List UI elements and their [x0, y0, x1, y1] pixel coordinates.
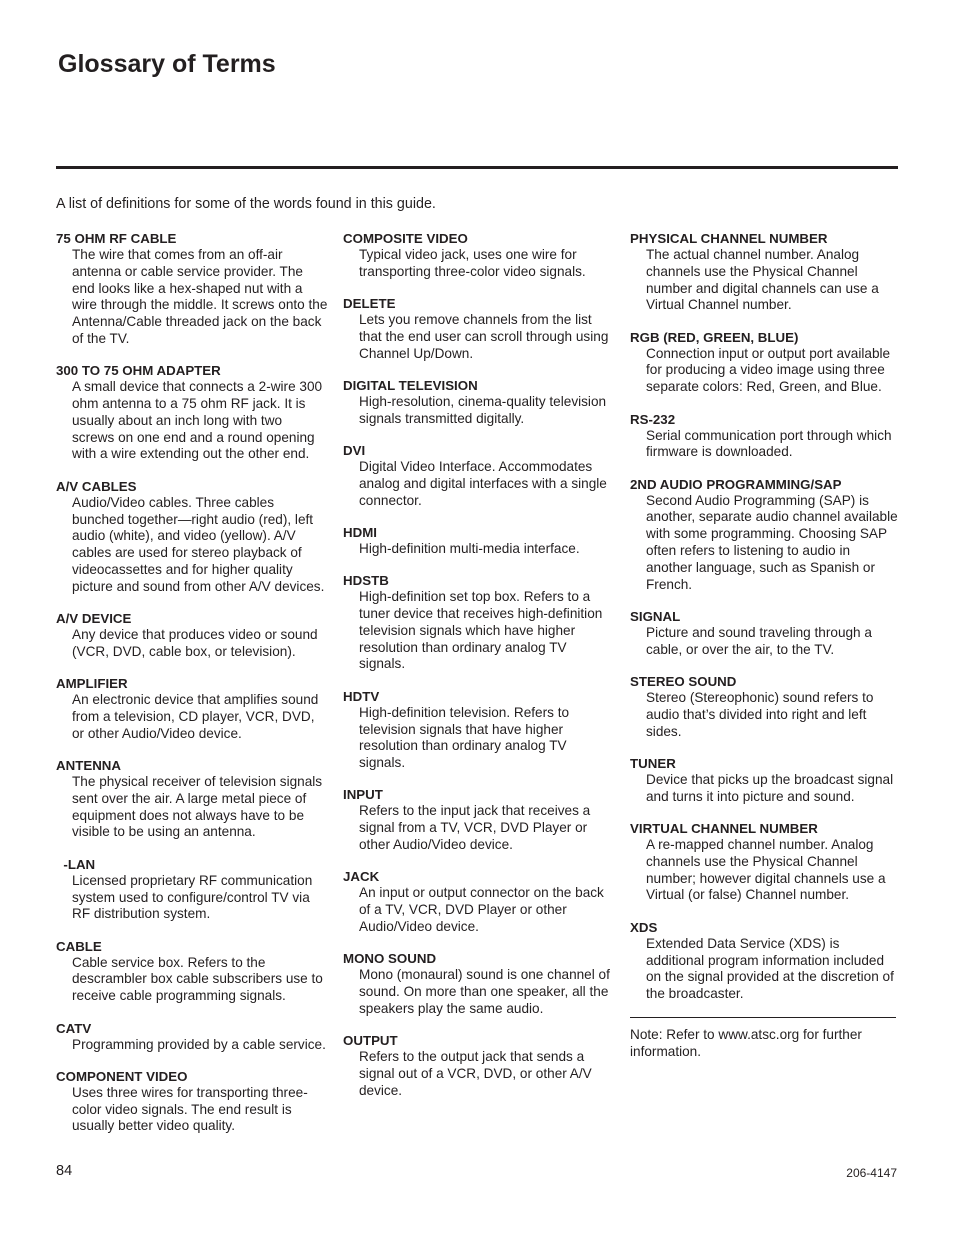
- title-divider: [56, 166, 898, 169]
- glossary-term: 75 OHM RF CABLE: [56, 231, 177, 246]
- glossary-definition: Audio/Video cables. Three cables bunched together—right audio (red), left audio (white), and video (yellow). A/V cables are used for stereo playback of videocassettes and for higher quality picture and sound from other A/V devices.: [72, 494, 325, 594]
- glossary-entry: [343, 295, 615, 362]
- glossary-definition: Typical video jack, uses one wire for transporting three-color video signals.: [359, 247, 586, 279]
- glossary-term: INPUT: [343, 787, 383, 803]
- glossary-term: CATV: [56, 1020, 92, 1036]
- glossary-entry: [630, 411, 898, 462]
- glossary-entry: [630, 820, 898, 904]
- glossary-term: MONO SOUND: [343, 951, 437, 967]
- glossary-definition: High-definition multi-media interface.: [359, 540, 580, 556]
- glossary-definition: Uses three wires for transporting three-color video signals. The end result is usually better video quality.: [72, 1084, 308, 1134]
- glossary-entry: [343, 786, 615, 853]
- glossary-term: DELETE: [343, 296, 396, 312]
- glossary-definition: Mono (monaural) sound is one channel of sound. On more than one speaker, all the speakers play the same audio.: [359, 967, 610, 1016]
- glossary-definition: Extended Data Service (XDS) is additional program information included on the signal provided at the discretion of the broadcaster.: [646, 935, 894, 1002]
- glossary-definition: Refers to the output jack that sends a signal out of a VCR, DVD, or other A/V device.: [359, 1049, 592, 1098]
- glossary-definition: High-definition television. Refers to television signals that have higher resolution than ordinary analog TV signals.: [359, 704, 570, 771]
- glossary-definition: The actual channel number. Analog channels use the Physical Channel number and digital channels can use a Virtual Channel number.: [646, 247, 879, 313]
- glossary-entry: [343, 572, 615, 673]
- glossary-definition: Digital Video Interface. Accommodates analog and digital interfaces with a single connector.: [359, 459, 607, 508]
- glossary-term: PHYSICAL CHANNEL NUMBER: [630, 231, 828, 246]
- glossary-entry: [630, 329, 898, 396]
- glossary-definition: High-resolution, cinema-quality television signals transmitted digitally.: [359, 393, 607, 426]
- glossary-entry: [56, 478, 328, 596]
- glossary-entry: [56, 757, 328, 841]
- glossary-entry: [343, 442, 615, 509]
- glossary-entry: [56, 938, 328, 1005]
- glossary-term: STEREO SOUND: [630, 674, 737, 690]
- glossary-definition: Any device that produces video or sound (VCR, DVD, cable box, or television).: [72, 627, 318, 659]
- glossary-term: A/V CABLES: [56, 478, 137, 494]
- glossary-term: A/V DEVICE: [56, 611, 132, 627]
- glossary-term: VIRTUAL CHANNEL NUMBER: [630, 821, 818, 837]
- glossary-term: 300 TO 75 OHM ADAPTER: [56, 363, 221, 379]
- glossary-term: -LAN: [56, 856, 96, 872]
- glossary-column-2: [343, 230, 615, 1114]
- glossary-term: COMPOSITE VIDEO: [343, 231, 468, 246]
- glossary-entry: [630, 755, 898, 806]
- glossary-entry: [630, 476, 898, 594]
- intro-text: A list of definitions for some of the words found in this guide.: [56, 196, 436, 212]
- glossary-entry: [630, 919, 898, 1003]
- glossary-term: HDMI: [343, 524, 377, 540]
- glossary-definition: High-definition set top box. Refers to a tuner device that receives high-definition television signals which have higher resolution than ordinary analog TV signals.: [359, 589, 603, 672]
- glossary-column-3-entries: [630, 230, 898, 1003]
- glossary-entry: [630, 608, 898, 659]
- glossary-definition: Connection input or output port available for producing a video image using three separate colors: Red, Green, and Blue.: [646, 345, 891, 395]
- glossary-entry: [630, 230, 898, 314]
- page-number: 84: [56, 1163, 73, 1179]
- glossary-term: XDS: [630, 919, 658, 935]
- glossary-entry: [56, 1068, 328, 1135]
- glossary-definition: Cable service box. Refers to the descrambler box cable subscribers use to receive cable programming signals.: [72, 954, 323, 1004]
- glossary-term: 2ND AUDIO PROGRAMMING/SAP: [630, 476, 842, 492]
- glossary-term: OUTPUT: [343, 1033, 398, 1049]
- glossary-definition: Stereo (Stereophonic) sound refers to audio that’s divided into right and left sides.: [646, 690, 874, 739]
- glossary-term: AMPLIFIER: [56, 676, 128, 692]
- glossary-entry: [630, 673, 898, 740]
- glossary-definition: Licensed proprietary RF communication system used to configure/control TV via RF distribution system.: [72, 872, 313, 922]
- page-title: Glossary of Terms: [58, 50, 276, 78]
- glossary-definition: Refers to the input jack that receives a signal from a TV, VCR, DVD Player or other Audio/Video device.: [359, 803, 591, 853]
- document-code: 206-4147: [846, 1166, 897, 1180]
- glossary-definition: Lets you remove channels from the list that the end user can scroll through using Channel Up/Down.: [359, 312, 609, 361]
- glossary-term: DVI: [343, 443, 366, 459]
- glossary-column-3: [630, 230, 898, 1061]
- glossary-definition: A re-mapped channel number. Analog channels use the Physical Channel number; however digital channels use a Virtual (or false) Channel number.: [646, 837, 886, 903]
- glossary-definition: Second Audio Programming (SAP) is another, separate audio channel available with some programming. Choosing SAP often refers to listening to audio in another language, such as Spanish or French.: [646, 492, 898, 592]
- glossary-term: SIGNAL: [630, 608, 681, 624]
- glossary-term: DIGITAL TELEVISION: [343, 377, 478, 393]
- note-divider: [630, 1017, 896, 1018]
- glossary-entry: [56, 230, 328, 348]
- glossary-entry: [56, 856, 328, 923]
- glossary-term: HDSTB: [343, 573, 389, 589]
- glossary-entry: [343, 1032, 615, 1099]
- glossary-definition: Serial communication port through which firmware is downloaded.: [646, 427, 892, 460]
- glossary-definition: The wire that comes from an off-air antenna or cable service provider. The end looks like a hex-shaped nut with a wire through the middle. It screws onto the Antenna/Cable threaded jack on the back of the TV.: [72, 247, 328, 346]
- glossary-definition: A small device that connects a 2-wire 300 ohm antenna to a 75 ohm RF jack. It is usually about an inch long with two screws on one end and a round opening with a wire extending out the other end.: [72, 379, 323, 462]
- glossary-entry: [56, 675, 328, 742]
- glossary-term: CABLE: [56, 938, 102, 954]
- glossary-entry: [343, 524, 615, 558]
- glossary-term: COMPONENT VIDEO: [56, 1068, 188, 1084]
- glossary-entry: [343, 230, 615, 281]
- glossary-definition: The physical receiver of television signals sent over the air. A large metal piece of equipment does not always have to be visible to be using an antenna.: [72, 774, 323, 840]
- glossary-column-1: [56, 230, 328, 1150]
- glossary-definition: An input or output connector on the back of a TV, VCR, DVD Player or other Audio/Video device.: [359, 885, 604, 934]
- glossary-definition: Picture and sound traveling through a cable, or over the air, to the TV.: [646, 624, 872, 657]
- glossary-term: RS-232: [630, 411, 676, 427]
- glossary-definition: Device that picks up the broadcast signal and turns it into picture and sound.: [646, 771, 894, 804]
- glossary-entry: [56, 1020, 328, 1054]
- glossary-entry: [343, 950, 615, 1017]
- glossary-entry: [343, 868, 615, 935]
- glossary-term: TUNER: [630, 755, 676, 771]
- glossary-entry: [56, 610, 328, 661]
- glossary-term: RGB (RED, GREEN, BLUE): [630, 329, 799, 345]
- glossary-definition: An electronic device that amplifies sound from a television, CD player, VCR, DVD, or other Audio/Video device.: [72, 692, 319, 741]
- glossary-definition: Programming provided by a cable service.: [72, 1036, 326, 1052]
- glossary-term: ANTENNA: [56, 758, 122, 774]
- footnote: Note: Refer to www.atsc.org for further information.: [630, 1027, 862, 1060]
- glossary-entry: [56, 362, 328, 463]
- glossary-term: HDTV: [343, 688, 380, 704]
- glossary-term: JACK: [343, 869, 380, 885]
- glossary-entry: [343, 377, 615, 428]
- glossary-entry: [343, 688, 615, 772]
